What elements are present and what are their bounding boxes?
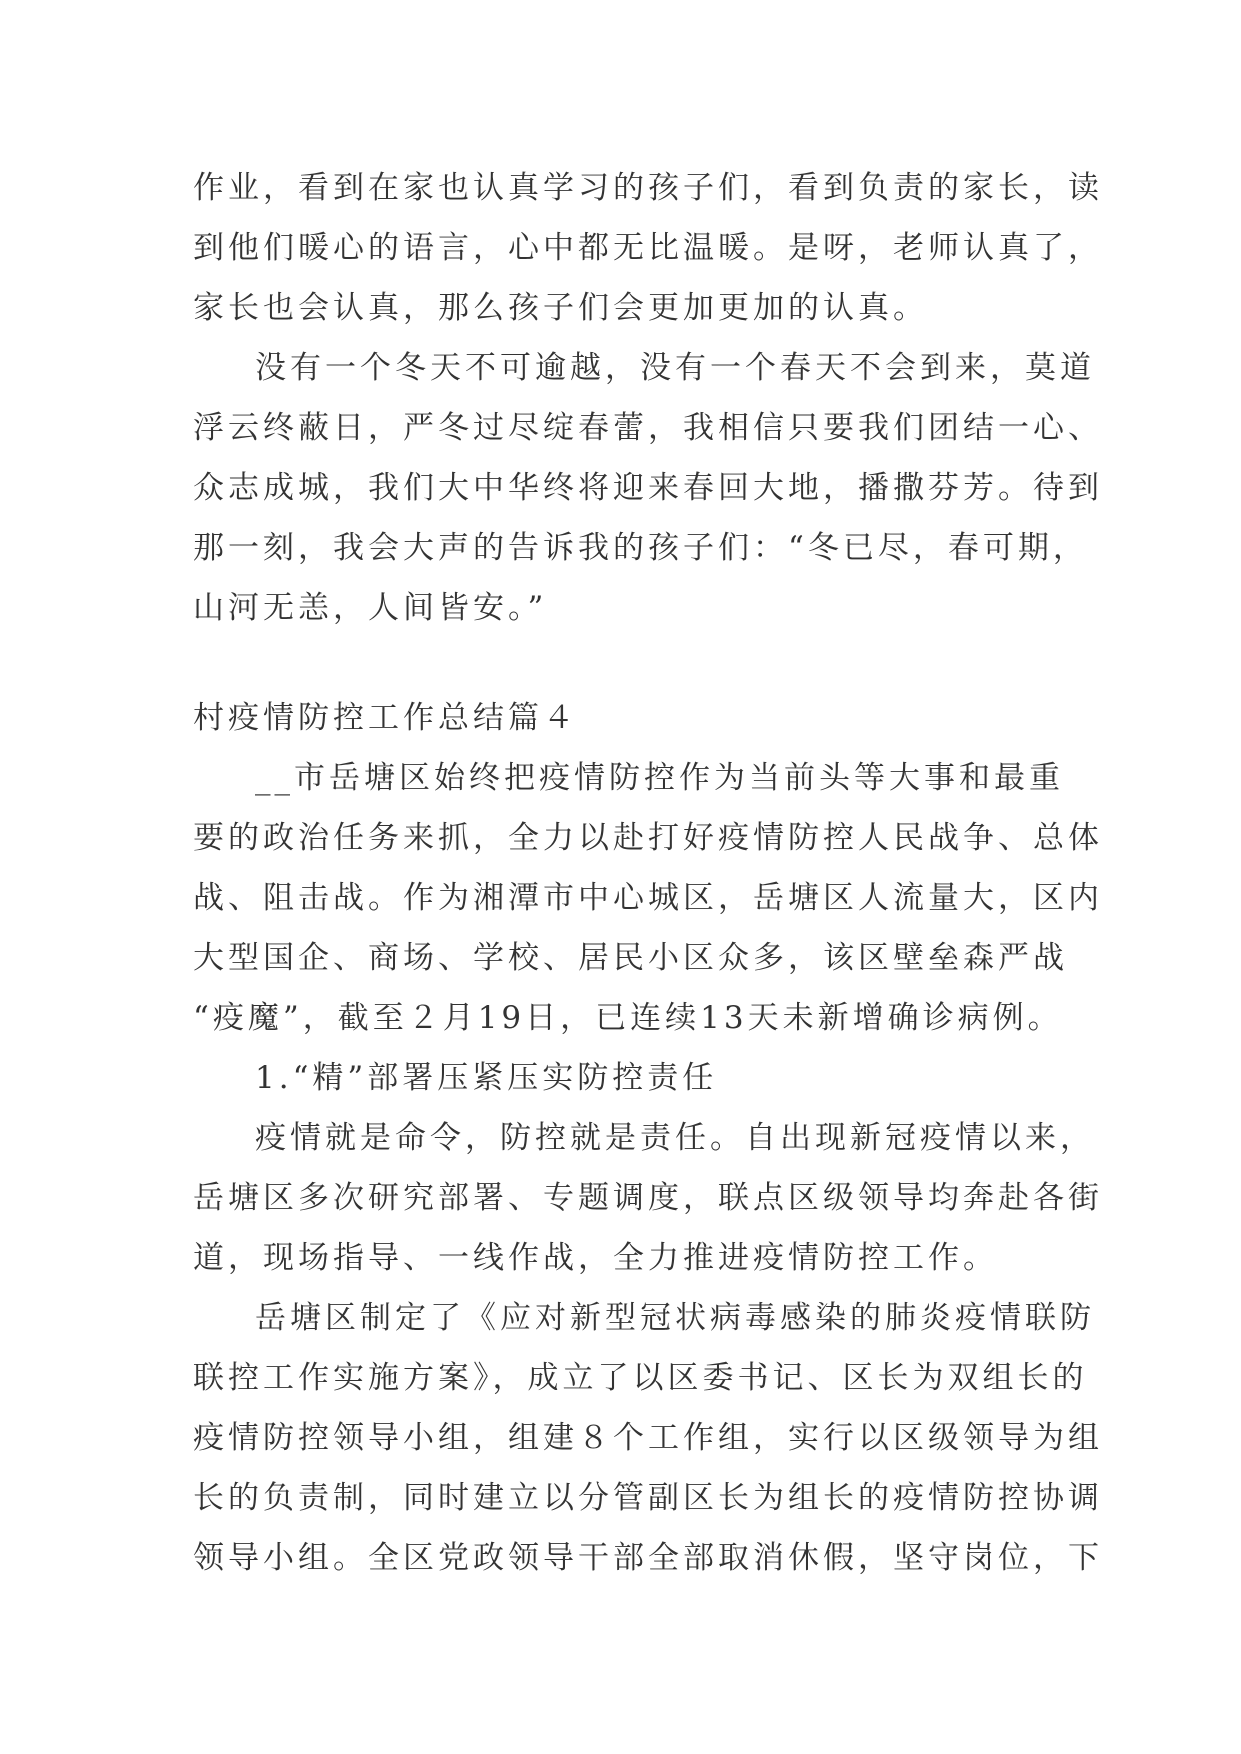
paragraph-1-line-2: 到他们暖心的语言，心中都无比温暖。是呀，老师认真了，	[193, 230, 1103, 266]
paragraph-3-line-4: 大型国企、商场、学校、居民小区众多，该区壁垒森严战	[193, 940, 1068, 976]
paragraph-2-line-5: 山河无恙，人间皆安。”	[193, 590, 548, 626]
paragraph-5-line-3: 疫情防控领导小组，组建８个工作组，实行以区级领导为组	[193, 1420, 1103, 1456]
paragraph-5-line-5: 领导小组。全区党政领导干部全部取消休假，坚守岗位，下	[193, 1540, 1103, 1576]
paragraph-5-line-4: 长的负责制，同时建立以分管副区长为组长的疫情防控协调	[193, 1480, 1103, 1516]
paragraph-3-line-2: 要的政治任务来抓，全力以赴打好疫情防控人民战争、总体	[193, 820, 1103, 856]
paragraph-2-line-1: 没有一个冬天不可逾越，没有一个春天不会到来，莫道	[255, 350, 1095, 386]
paragraph-3-line-3: 战、阻击战。作为湘潭市中心城区，岳塘区人流量大，区内	[193, 880, 1103, 916]
paragraph-1-line-1: 作业，看到在家也认真学习的孩子们，看到负责的家长，读	[193, 170, 1103, 206]
paragraph-5-line-2: 联控工作实施方案》，成立了以区委书记、区长为双组长的	[193, 1360, 1088, 1396]
paragraph-1-line-3: 家长也会认真，那么孩子们会更加更加的认真。	[193, 290, 928, 326]
paragraph-3-line-1: __市岳塘区始终把疫情防控作为当前头等大事和最重	[255, 760, 1064, 796]
paragraph-2-line-3: 众志成城，我们大中华终将迎来春回大地，播撒芬芳。待到	[193, 470, 1103, 506]
paragraph-4-line-2: 岳塘区多次研究部署、专题调度，联点区级领导均奔赴各街	[193, 1180, 1103, 1216]
paragraph-4-line-3: 道，现场指导、一线作战，全力推进疫情防控工作。	[193, 1240, 998, 1276]
paragraph-4-line-1: 疫情就是命令，防控就是责任。自出现新冠疫情以来，	[255, 1120, 1095, 1156]
paragraph-3-line-5: “疫魔”，截至２月19日，已连续13天未新增确诊病例。	[193, 1000, 1063, 1036]
paragraph-2-line-4: 那一刻，我会大声的告诉我的孩子们：“冬已尽，春可期，	[193, 530, 1088, 566]
section-heading: 村疫情防控工作总结篇４	[193, 700, 578, 736]
paragraph-2-line-2: 浮云终蔽日，严冬过尽绽春蕾，我相信只要我们团结一心、	[193, 410, 1103, 446]
subheading-1: 1.“精”部署压紧压实防控责任	[255, 1060, 718, 1096]
paragraph-5-line-1: 岳塘区制定了《应对新型冠状病毒感染的肺炎疫情联防	[255, 1300, 1095, 1336]
